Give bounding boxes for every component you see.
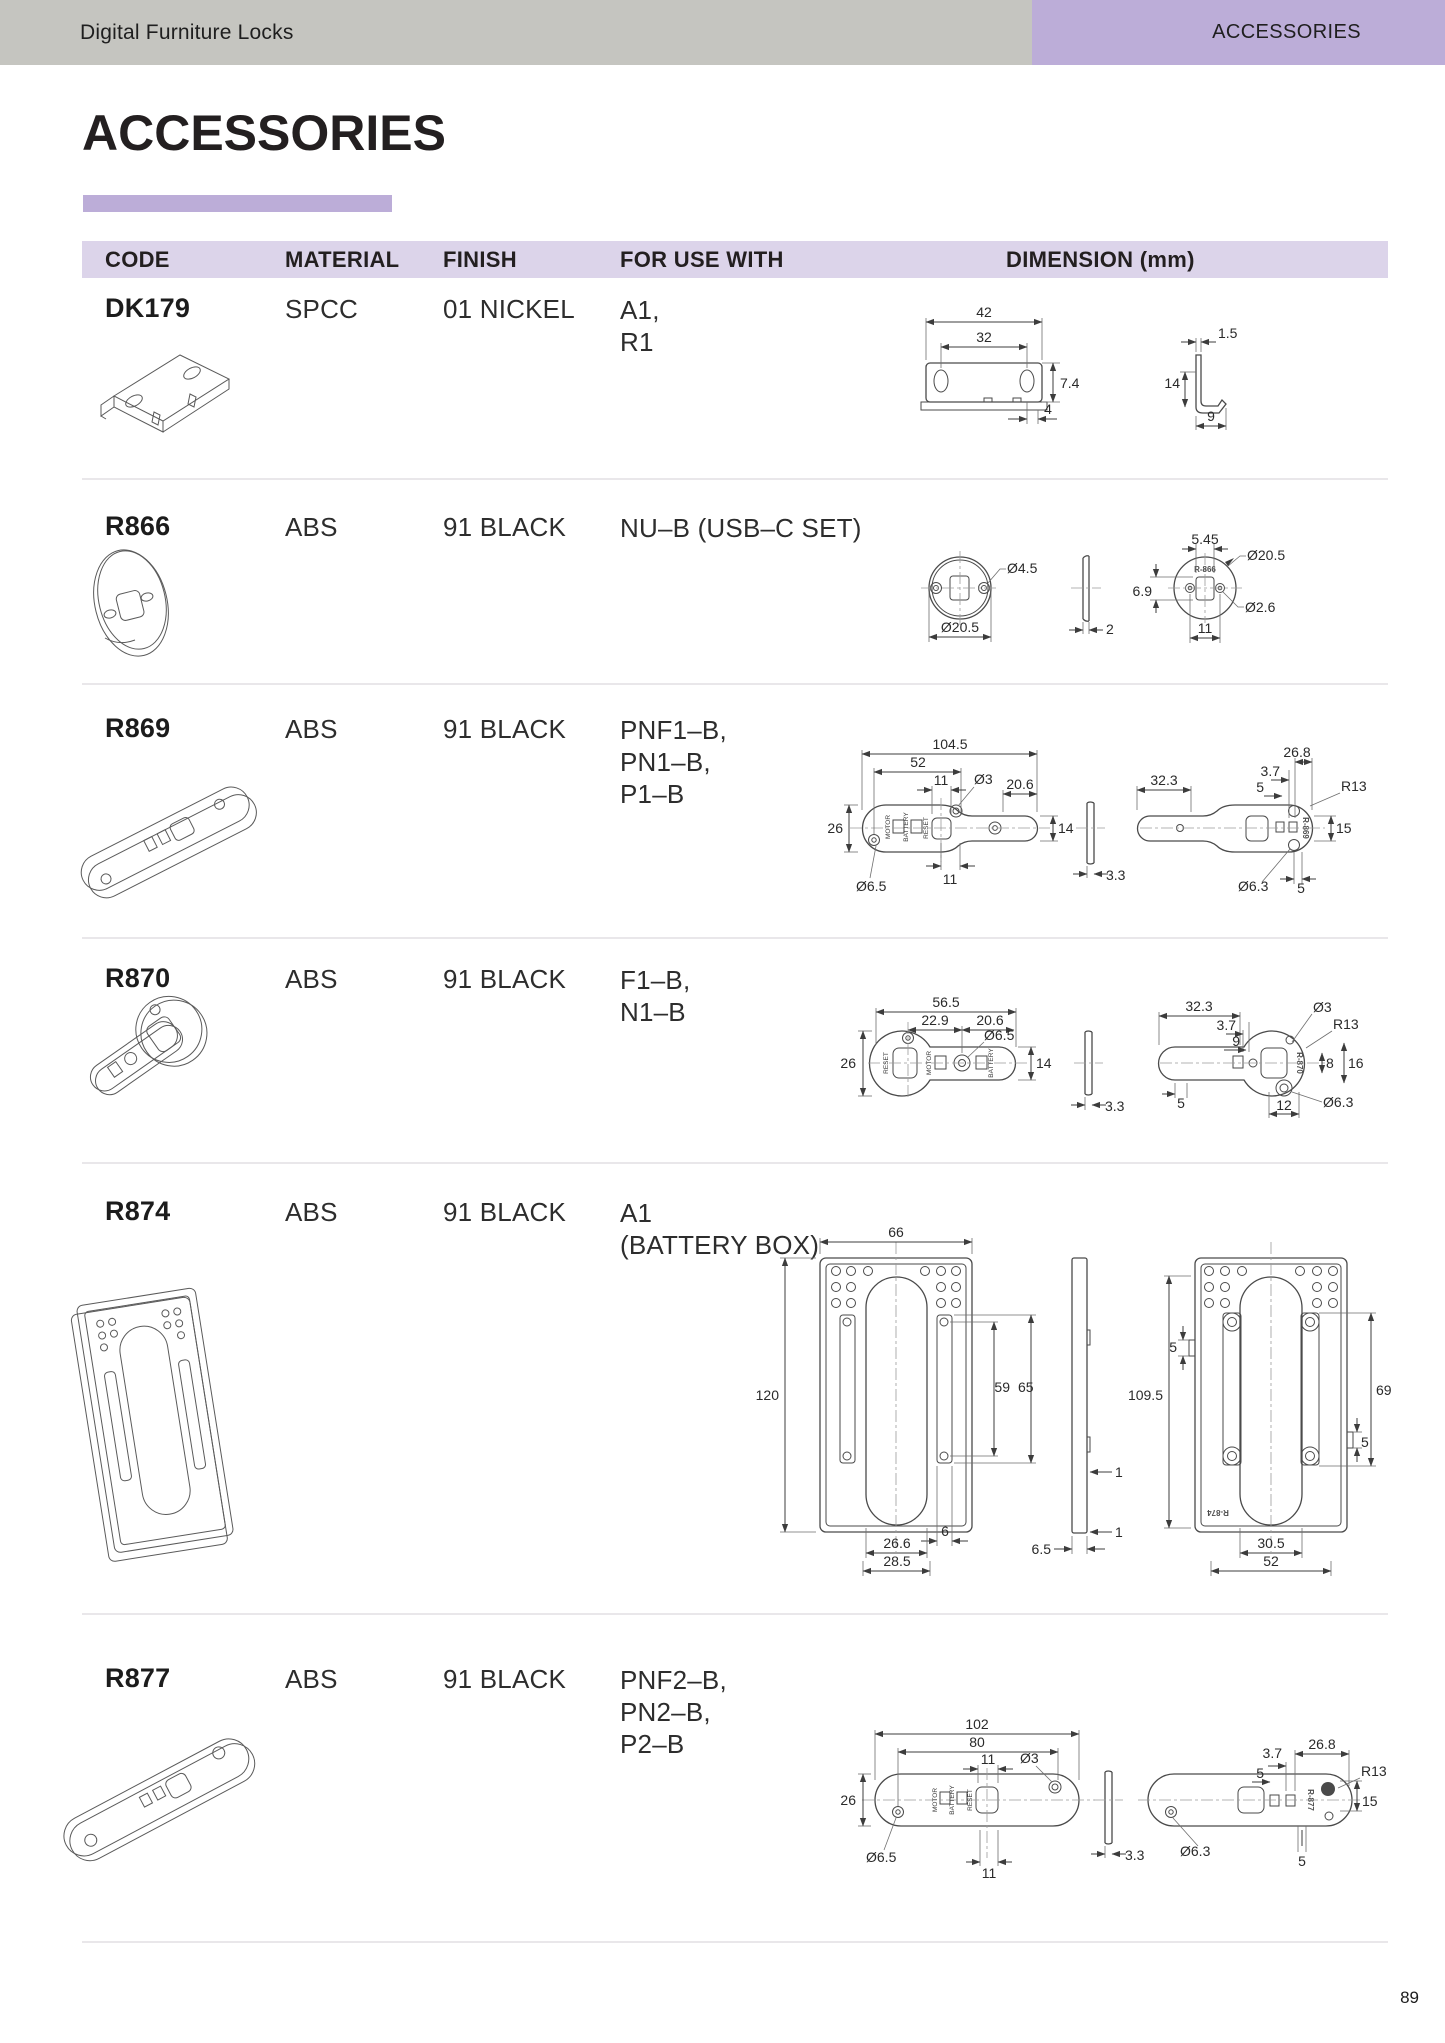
dim-label: Ø6.5 xyxy=(866,1849,897,1865)
dim-label: 32.3 xyxy=(1185,998,1213,1014)
dim-label: 3.3 xyxy=(1125,1847,1145,1863)
finish-cell: 91 BLACK xyxy=(443,1664,567,1694)
use-line: P1–B xyxy=(620,779,685,809)
dim-label: 104.5 xyxy=(932,736,968,752)
use-line: (BATTERY BOX) xyxy=(620,1230,820,1260)
dim-label: R13 xyxy=(1341,778,1367,794)
use-line: R1 xyxy=(620,327,654,357)
dim-label: 26 xyxy=(827,820,843,836)
dim-label: Ø3 xyxy=(1020,1750,1039,1766)
dim-label: 20.6 xyxy=(1006,776,1034,792)
part-label: R-869 xyxy=(1301,817,1310,839)
material-cell: ABS xyxy=(285,1664,338,1694)
dim-label: 16 xyxy=(1348,1055,1364,1071)
material-cell: ABS xyxy=(285,714,338,744)
part-label: R-877 xyxy=(1306,1789,1315,1811)
dim-label: 5 xyxy=(1256,1765,1264,1781)
use-line: A1 xyxy=(620,1198,653,1228)
product-thumbnail-r869 xyxy=(62,758,272,923)
dim-label: 5 xyxy=(1169,1339,1177,1355)
dim-label: 20.6 xyxy=(976,1012,1004,1028)
dim-label: 11 xyxy=(980,1751,996,1767)
for-use-with-cell xyxy=(620,714,727,810)
dim-label: 3.7 xyxy=(1216,1017,1236,1033)
dim-label: 3.7 xyxy=(1262,1745,1282,1761)
dim-label: 109.5 xyxy=(1127,1387,1163,1403)
product-thumbnail-r877 xyxy=(48,1688,273,1913)
dim-label: 65 xyxy=(1018,1379,1034,1395)
dim-label: 59 xyxy=(994,1379,1010,1395)
dim-label: Ø4.5 xyxy=(1007,560,1038,576)
dim-label: Ø20.5 xyxy=(1247,547,1286,563)
dim-label: 5 xyxy=(1177,1095,1185,1111)
dim-label: 7.4 xyxy=(1060,375,1080,391)
code-cell: R870 xyxy=(105,963,171,993)
product-thumbnail-r870 xyxy=(75,985,225,1150)
dim-label: Ø2.6 xyxy=(1245,599,1276,615)
dim-label: 5 xyxy=(1297,880,1305,896)
title-underline xyxy=(83,195,392,212)
dim-label: 14 xyxy=(1036,1055,1052,1071)
dim-label: 12 xyxy=(1276,1097,1292,1113)
dimension-drawing-r870 xyxy=(835,995,1400,1135)
dim-label: 6.9 xyxy=(1132,583,1152,599)
component-label: MOTOR xyxy=(932,1787,939,1813)
dim-label: 3.7 xyxy=(1260,763,1280,779)
dim-label: 14 xyxy=(1164,375,1180,391)
dim-label: Ø6.3 xyxy=(1180,1843,1211,1859)
dimension-drawing-r874 xyxy=(735,1185,1400,1605)
part-label: R-870 xyxy=(1295,1052,1304,1074)
dim-label: 28.5 xyxy=(883,1553,911,1569)
code-cell: R877 xyxy=(105,1663,171,1693)
component-label: RESET xyxy=(923,817,930,839)
dim-label: R13 xyxy=(1361,1763,1387,1779)
dim-label: 14 xyxy=(1058,820,1074,836)
page-title: ACCESSORIES xyxy=(82,105,446,161)
dim-label: 66 xyxy=(888,1224,904,1240)
dim-label: 26 xyxy=(840,1055,856,1071)
dim-label: Ø20.5 xyxy=(940,619,980,635)
component-label: RESET xyxy=(967,1789,974,1811)
code-cell: DK179 xyxy=(105,293,191,323)
component-label: MOTOR xyxy=(885,814,892,840)
dim-label: 11 xyxy=(981,1865,997,1881)
dim-label: 15 xyxy=(1336,820,1352,836)
page-number: 89 xyxy=(1400,1988,1419,2007)
code-cell: R869 xyxy=(105,713,171,743)
product-thumbnail-r866 xyxy=(85,540,180,670)
table-row xyxy=(0,1613,1445,1941)
column-header-dimension: DIMENSION (mm) xyxy=(1006,246,1195,272)
dimension-drawing-r877 xyxy=(840,1695,1400,1910)
dim-label: 30.5 xyxy=(1257,1535,1285,1551)
product-thumbnail-r874 xyxy=(70,1270,245,1570)
use-line: PN1–B, xyxy=(620,747,711,777)
dimension-drawing-r866 xyxy=(860,525,1400,652)
table-row xyxy=(0,478,1445,683)
use-line: PN2–B, xyxy=(620,1697,711,1727)
finish-cell: 91 BLACK xyxy=(443,714,567,744)
dim-label: 52 xyxy=(910,754,926,770)
dim-label: 3.3 xyxy=(1106,867,1126,883)
part-label: R-866 xyxy=(1194,565,1216,574)
table-header xyxy=(82,241,1388,278)
finish-cell: 91 BLACK xyxy=(443,512,567,542)
dimension-drawing-dk179 xyxy=(860,305,1400,435)
dim-label: Ø3 xyxy=(974,771,993,787)
table-row xyxy=(0,683,1445,937)
code-cell: R866 xyxy=(105,511,171,541)
dim-label: 1 xyxy=(1115,1524,1123,1540)
dim-label: 3.3 xyxy=(1105,1098,1125,1114)
dim-label: 5 xyxy=(1298,1853,1306,1869)
for-use-with-cell xyxy=(620,1664,727,1760)
dim-label: R13 xyxy=(1333,1016,1359,1032)
dim-label: 32.3 xyxy=(1150,772,1178,788)
dim-label: 26.6 xyxy=(883,1535,911,1551)
finish-cell: 01 NICKEL xyxy=(443,294,575,324)
component-label: RESET xyxy=(883,1052,890,1074)
finish-cell: 91 BLACK xyxy=(443,1197,567,1227)
section-label: ACCESSORIES xyxy=(1212,21,1361,43)
dim-label: 26.8 xyxy=(1308,1736,1336,1752)
material-cell: ABS xyxy=(285,1197,338,1227)
use-line: NU–B (USB–C SET) xyxy=(620,513,862,543)
dim-label: 5 xyxy=(1361,1434,1369,1450)
dim-label: Ø6.3 xyxy=(1238,878,1269,894)
column-header-material: MATERIAL xyxy=(285,246,400,272)
dim-label: 26 xyxy=(840,1792,856,1808)
table-row xyxy=(0,1162,1445,1613)
material-cell: ABS xyxy=(285,964,338,994)
use-line: A1, xyxy=(620,295,660,325)
use-line: N1–B xyxy=(620,997,686,1027)
code-cell: R874 xyxy=(105,1196,171,1226)
for-use-with-cell xyxy=(620,294,660,358)
dim-label: 22.9 xyxy=(921,1012,949,1028)
dim-label: 5 xyxy=(1256,779,1264,795)
material-cell: ABS xyxy=(285,512,338,542)
column-header-code: CODE xyxy=(105,246,170,272)
dim-label: 120 xyxy=(755,1387,779,1403)
use-line: P2–B xyxy=(620,1729,685,1759)
dim-label: 6.5 xyxy=(1031,1541,1051,1557)
dim-label: 32 xyxy=(976,329,992,345)
dim-label: 5.45 xyxy=(1191,531,1219,547)
dim-label: 9 xyxy=(1207,408,1215,424)
component-label: BATTERY xyxy=(949,1785,956,1815)
dim-label: 80 xyxy=(969,1734,985,1750)
table-row xyxy=(0,277,1445,478)
finish-cell: 91 BLACK xyxy=(443,964,567,994)
dim-label: 6 xyxy=(941,1523,949,1539)
use-line: PNF2–B, xyxy=(620,1665,727,1695)
dim-label: 11 xyxy=(933,772,949,788)
dim-label: 2 xyxy=(1106,621,1114,637)
dim-label: 52 xyxy=(1263,1553,1279,1569)
dim-label: 11 xyxy=(942,871,958,887)
table-row xyxy=(0,937,1445,1162)
dim-label: Ø6.5 xyxy=(856,878,887,894)
for-use-with-cell xyxy=(620,964,690,1028)
use-line: PNF1–B, xyxy=(620,715,727,745)
dim-label: 42 xyxy=(976,304,992,320)
dim-label: Ø3 xyxy=(1313,999,1332,1015)
component-label: MOTOR xyxy=(926,1050,933,1076)
document-title: Digital Furniture Locks xyxy=(80,20,294,44)
column-header-for-use-with: FOR USE WITH xyxy=(620,246,784,272)
dimension-drawing-r869 xyxy=(827,735,1400,935)
dim-label: 9 xyxy=(1232,1033,1240,1049)
dim-label: 1 xyxy=(1115,1464,1123,1480)
dim-label: 69 xyxy=(1376,1382,1392,1398)
dim-label: Ø6.5 xyxy=(984,1027,1015,1043)
part-label: R-874 xyxy=(1207,1508,1229,1517)
use-line: F1–B, xyxy=(620,965,691,995)
dim-label: 8 xyxy=(1326,1055,1334,1071)
row-divider xyxy=(82,1941,1388,1943)
dim-label: 102 xyxy=(965,1716,989,1732)
dim-label: 1.5 xyxy=(1218,325,1238,341)
dim-label: 4 xyxy=(1044,401,1052,417)
for-use-with-cell xyxy=(620,512,862,544)
dim-label: 26.8 xyxy=(1283,744,1311,760)
component-label: BATTERY xyxy=(903,812,910,842)
dim-label: Ø6.3 xyxy=(1323,1094,1354,1110)
dim-label: 56.5 xyxy=(932,994,960,1010)
material-cell: SPCC xyxy=(285,294,359,324)
component-label: BATTERY xyxy=(988,1048,995,1078)
product-thumbnail-dk179 xyxy=(92,339,242,444)
column-header-finish: FINISH xyxy=(443,246,517,272)
dim-label: 11 xyxy=(1197,620,1213,636)
dim-label: 15 xyxy=(1362,1793,1378,1809)
